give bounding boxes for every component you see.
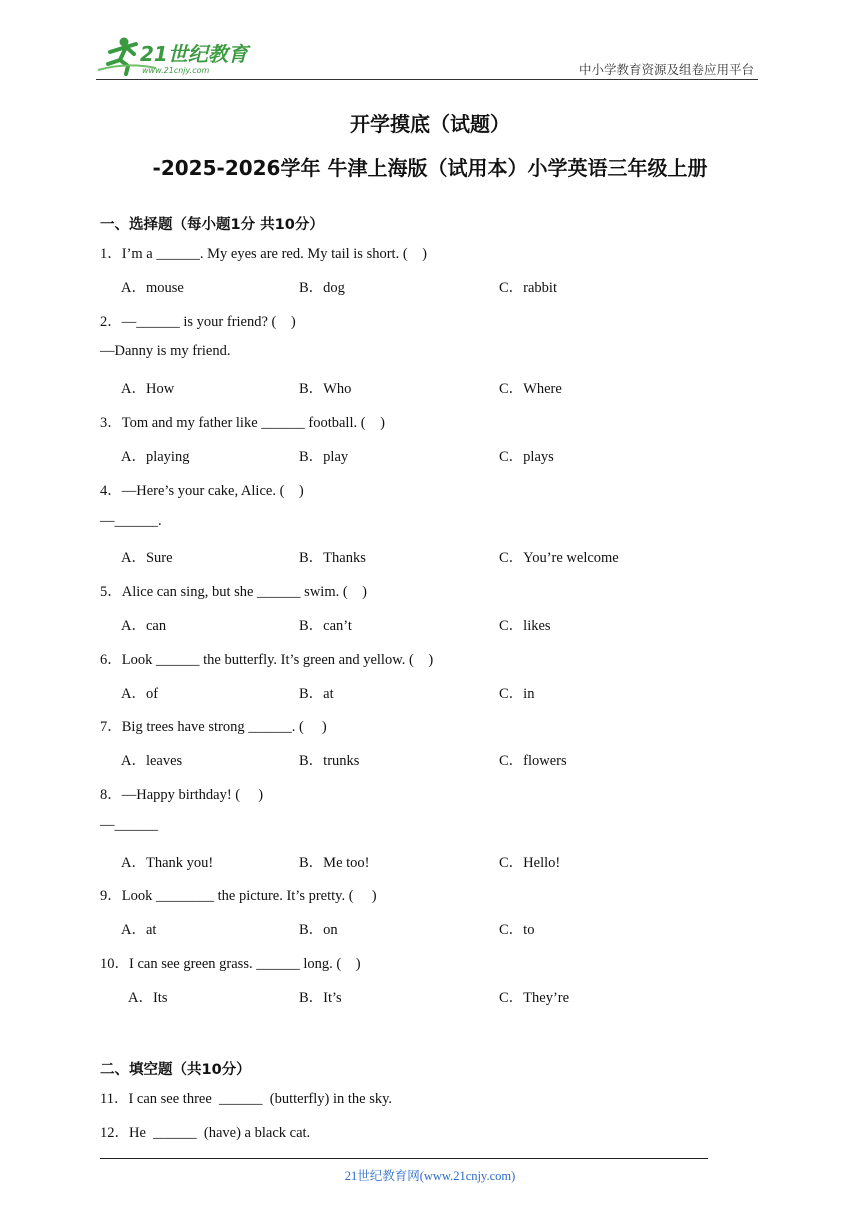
option-b: B．play bbox=[299, 449, 349, 465]
question-stem: 10．I can see green grass. ______ long. ( ) bbox=[100, 956, 361, 972]
option-a: A．Sure bbox=[121, 550, 173, 566]
question-dialogue: —______. bbox=[100, 513, 162, 529]
question-stem: 8．—Happy birthday! ( ) bbox=[100, 787, 264, 803]
page-header bbox=[96, 34, 758, 80]
page-subtitle: -2025-2026学年 牛津上海版（试用本）小学英语三年级上册 bbox=[152, 156, 708, 180]
option-c: C．You’re welcome bbox=[499, 550, 619, 566]
option-a: A．leaves bbox=[121, 753, 183, 769]
question-dialogue: —______ bbox=[100, 817, 158, 833]
footer-divider bbox=[100, 1158, 708, 1159]
option-c: C．to bbox=[499, 922, 535, 938]
question-stem: 1．I’m a ______. My eyes are red. My tail is short. ( ) bbox=[100, 246, 427, 262]
logo-url: www.21cnjy.com bbox=[142, 66, 210, 75]
page-title: 开学摸底（试题） bbox=[350, 112, 510, 136]
option-a: A．mouse bbox=[121, 280, 184, 296]
question-stem: 2．—______ is your friend? ( ) bbox=[100, 314, 296, 330]
header-platform-text: 中小学教育资源及组卷应用平台 bbox=[578, 62, 754, 77]
option-c: C．rabbit bbox=[499, 280, 557, 296]
header-divider bbox=[96, 79, 758, 80]
option-a: A．Its bbox=[128, 990, 168, 1006]
question-stem: 5．Alice can sing, but she ______ swim. ( ) bbox=[100, 584, 368, 600]
option-b: B．at bbox=[299, 686, 334, 702]
question-stem: 7．Big trees have strong ______. ( ) bbox=[100, 719, 327, 735]
option-a: A．of bbox=[121, 686, 159, 702]
option-a: A．can bbox=[121, 618, 167, 634]
question-stem: 4．—Here’s your cake, Alice. ( ) bbox=[100, 483, 304, 499]
option-b: B．dog bbox=[299, 280, 345, 296]
option-c: C．plays bbox=[499, 449, 554, 465]
option-b: B．Me too! bbox=[299, 855, 370, 871]
logo bbox=[96, 34, 266, 78]
option-c: C．flowers bbox=[499, 753, 567, 769]
section-heading-fill-in: 二、填空题（共10分） bbox=[100, 1062, 251, 1078]
option-c: C．Hello! bbox=[499, 855, 561, 871]
option-c: C．They’re bbox=[499, 990, 570, 1006]
option-b: B．It’s bbox=[299, 990, 342, 1006]
fill-in-question: 12．He ______ (have) a black cat. bbox=[100, 1125, 311, 1141]
question-dialogue: —Danny is my friend. bbox=[100, 343, 231, 359]
logo-text: 21世纪教育 bbox=[140, 42, 248, 66]
option-c: C．likes bbox=[499, 618, 551, 634]
option-b: B．trunks bbox=[299, 753, 360, 769]
option-c: C．Where bbox=[499, 381, 562, 397]
option-a: A．Thank you! bbox=[121, 855, 214, 871]
question-stem: 6．Look ______ the butterfly. It’s green and yellow. ( ) bbox=[100, 652, 434, 668]
option-a: A．How bbox=[121, 381, 175, 397]
question-stem: 9．Look ________ the picture. It’s pretty. ( ) bbox=[100, 888, 377, 904]
fill-in-question: 11．I can see three ______ (butterfly) in the sky. bbox=[100, 1091, 393, 1107]
option-b: B．can’t bbox=[299, 618, 352, 634]
option-b: B．Who bbox=[299, 381, 352, 397]
option-a: A．playing bbox=[121, 449, 190, 465]
question-stem: 3．Tom and my father like ______ football. ( ) bbox=[100, 415, 385, 431]
footer-link[interactable]: 21世纪教育网(www.21cnjy.com) bbox=[344, 1169, 516, 1183]
option-b: B．Thanks bbox=[299, 550, 366, 566]
option-b: B．on bbox=[299, 922, 338, 938]
option-a: A．at bbox=[121, 922, 157, 938]
option-c: C．in bbox=[499, 686, 535, 702]
section-heading-choice: 一、选择题（每小题1分 共10分） bbox=[100, 217, 324, 233]
